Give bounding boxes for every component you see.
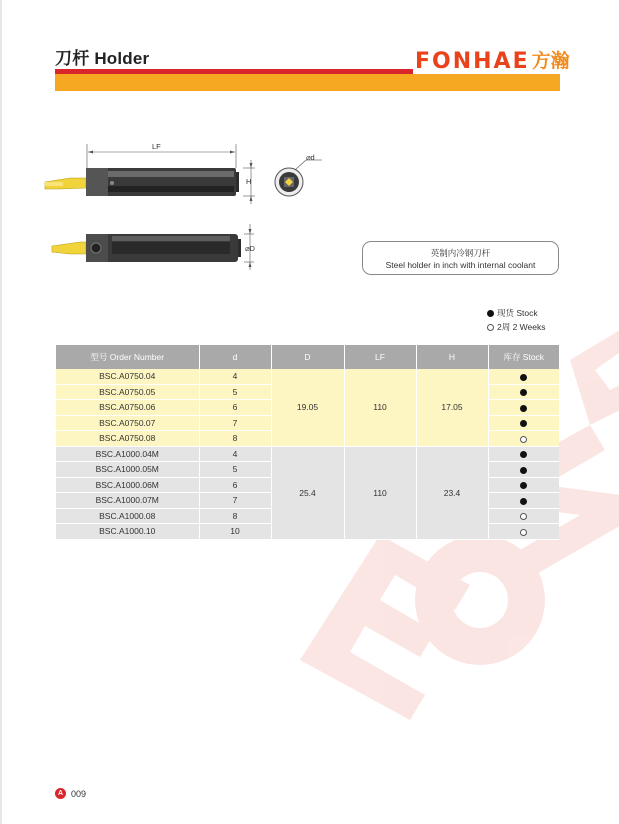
order-number-cell: BSC.A0750.05 [56, 384, 199, 400]
holder-top-view-drawing [40, 222, 270, 272]
order-number-cell: BSC.A0750.08 [56, 431, 199, 447]
stock-cell [488, 524, 559, 540]
d-cell: 5 [199, 462, 271, 478]
filled-circle-icon [520, 420, 527, 427]
filled-circle-icon [520, 405, 527, 412]
filled-circle-icon [520, 498, 527, 505]
d-cell: 5 [199, 384, 271, 400]
order-number-cell: BSC.A1000.05M [56, 462, 199, 478]
table-row [56, 369, 559, 384]
table-row [56, 446, 559, 462]
d-cell: 8 [199, 508, 271, 524]
d-cell: 6 [199, 477, 271, 493]
stock-cell [488, 493, 559, 509]
holder-side-view-drawing [40, 138, 340, 213]
page-title: 刀杆 Holder [55, 49, 150, 68]
page-number: 009 [71, 788, 87, 799]
order-number-cell: BSC.A0750.06 [56, 400, 199, 416]
legend-weeks-row [487, 320, 546, 334]
big-d-cell: 19.05 [271, 369, 344, 446]
h-cell: 23.4 [416, 446, 488, 539]
d-cell: 8 [199, 431, 271, 447]
header-order-number: 型号 Order Number [56, 345, 199, 369]
d-cell: 6 [199, 400, 271, 416]
d-cell: 7 [199, 415, 271, 431]
header-h: H [416, 345, 488, 369]
page-footer [55, 788, 86, 799]
filled-circle-icon [520, 389, 527, 396]
big-d-cell: 25.4 [271, 446, 344, 539]
stock-cell [488, 431, 559, 447]
order-number-cell: BSC.A1000.06M [56, 477, 199, 493]
open-circle-icon [487, 324, 494, 331]
filled-circle-icon [520, 482, 527, 489]
header-stock: 库存 Stock [488, 345, 559, 369]
stock-cell [488, 508, 559, 524]
lf-cell: 110 [344, 369, 416, 446]
callout-chinese-text: 英制内冷钢刀杆 [430, 248, 491, 258]
filled-circle-icon [520, 451, 527, 458]
order-number-cell: BSC.A0750.04 [56, 369, 199, 384]
open-circle-icon [520, 513, 527, 520]
stock-cell [488, 462, 559, 478]
h-dimension-label: H [246, 177, 252, 186]
holder-spec-table [56, 345, 559, 540]
small-d-dimension-label: ⌀d [306, 153, 315, 162]
logo-chinese-text: 方瀚 [531, 51, 570, 72]
header-orange-bar [55, 74, 560, 91]
h-cell: 17.05 [416, 369, 488, 446]
order-number-cell: BSC.A1000.10 [56, 524, 199, 540]
filled-circle-icon [487, 310, 494, 317]
d-cell: 10 [199, 524, 271, 540]
logo-latin-text: FONHAE [415, 49, 530, 74]
stock-cell [488, 446, 559, 462]
d-cell: 7 [199, 493, 271, 509]
stock-cell [488, 415, 559, 431]
page-edge-rule [0, 0, 2, 824]
legend-stock-row [487, 306, 546, 320]
open-circle-icon [520, 529, 527, 536]
stock-cell [488, 369, 559, 384]
order-number-cell: BSC.A0750.07 [56, 415, 199, 431]
filled-circle-icon [520, 374, 527, 381]
stock-legend [487, 306, 546, 334]
stock-cell [488, 384, 559, 400]
big-d-dimension-label: ⌀D [245, 244, 255, 253]
lf-dimension-label: LF [152, 142, 161, 151]
lf-cell: 110 [344, 446, 416, 539]
header-d: d [199, 345, 271, 369]
stock-cell [488, 400, 559, 416]
description-callout [362, 241, 559, 275]
legend-weeks-label: 2周 2 Weeks [497, 322, 546, 332]
d-cell: 4 [199, 446, 271, 462]
open-circle-icon [520, 436, 527, 443]
brand-logo [415, 50, 570, 74]
order-number-cell: BSC.A1000.07M [56, 493, 199, 509]
section-badge: A [55, 788, 66, 799]
header-big-d: D [271, 345, 344, 369]
stock-cell [488, 477, 559, 493]
table-header-row [56, 345, 559, 369]
filled-circle-icon [520, 467, 527, 474]
header-lf: LF [344, 345, 416, 369]
order-number-cell: BSC.A1000.04M [56, 446, 199, 462]
d-cell: 4 [199, 369, 271, 384]
order-number-cell: BSC.A1000.08 [56, 508, 199, 524]
legend-stock-label: 现货 Stock [497, 308, 538, 318]
callout-english-text: Steel holder in inch with internal coolant [385, 260, 536, 270]
